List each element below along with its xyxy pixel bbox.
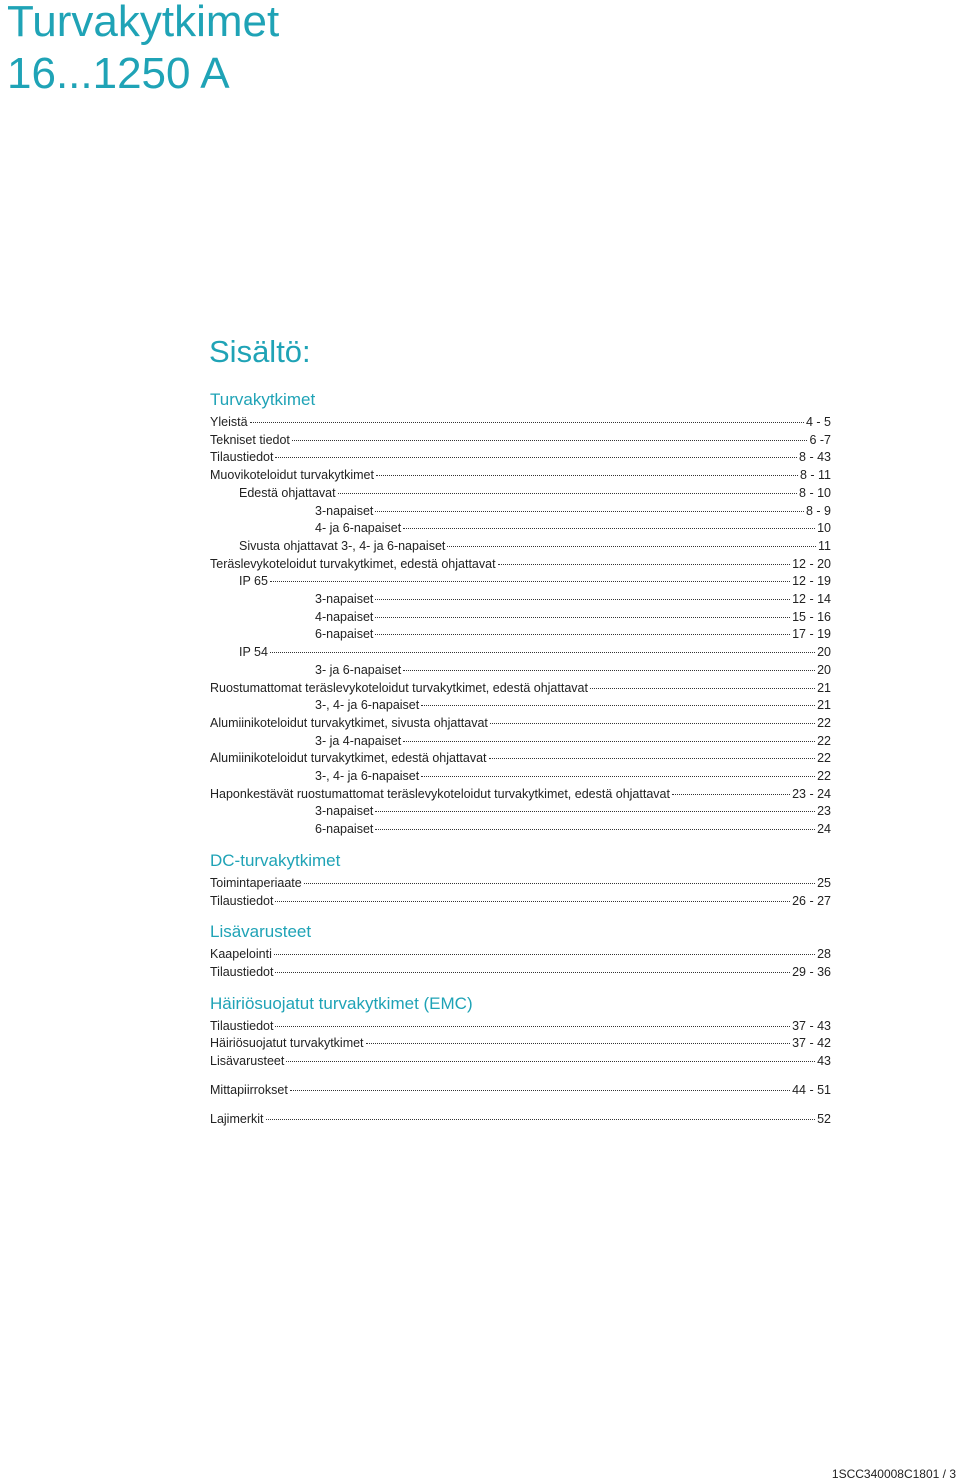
toc-entry-page: 21 (817, 680, 831, 695)
toc-entry-label: 3-napaiset (315, 503, 374, 518)
dot-leader (270, 652, 815, 653)
toc-entry-label: Toimintaperiaate (210, 875, 302, 890)
toc-entry-page: 15 - 16 (792, 609, 831, 624)
toc-entry-label: Haponkestävät ruostumattomat teräslevykoteloidut turvakytkimet, edestä ohjattavat (210, 786, 670, 801)
toc-entry[interactable] (210, 1111, 831, 1129)
toc-entry[interactable] (210, 893, 831, 911)
toc-entry-page: 52 (817, 1111, 831, 1126)
toc-entry-page: 17 - 19 (792, 627, 831, 642)
toc-entry[interactable] (210, 1053, 831, 1071)
toc-entry[interactable] (210, 520, 831, 538)
toc-section-title: Turvakytkimet (210, 390, 316, 409)
toc-entry-page: 22 (817, 733, 831, 748)
dot-leader (447, 546, 816, 547)
toc-entry-page: 8 - 10 (799, 485, 831, 500)
toc-entry-page: 8 - 9 (805, 503, 831, 518)
toc-entry[interactable] (210, 803, 831, 821)
dot-leader (590, 688, 815, 689)
toc-entry[interactable] (210, 946, 831, 964)
dot-leader (403, 741, 815, 742)
dot-leader (275, 901, 790, 902)
dot-leader (672, 794, 790, 795)
toc-entry-label: Kaapelointi (210, 947, 272, 962)
toc-entry-page: 25 (817, 875, 831, 890)
toc-entry-page: 23 (817, 804, 831, 819)
toc-entry-label: Sivusta ohjattavat 3-, 4- ja 6-napaiset (239, 538, 446, 553)
toc-entry[interactable] (210, 503, 831, 521)
dot-leader (366, 1043, 791, 1044)
toc-entry-label: Häiriösuojatut turvakytkimet (210, 1036, 364, 1051)
toc-entry-page: 8 - 11 (799, 468, 831, 483)
toc-entry-page: 22 (817, 769, 831, 784)
toc-entry-label: 4- ja 6-napaiset (315, 521, 402, 536)
toc-entry-page: 10 (817, 521, 831, 536)
toc-entry-page: 12 - 20 (792, 556, 831, 571)
dot-leader (270, 581, 790, 582)
dot-leader (375, 634, 790, 635)
toc-entry[interactable] (210, 697, 831, 715)
toc-entry[interactable] (210, 573, 831, 591)
table-of-contents (210, 389, 831, 1128)
toc-entry[interactable] (210, 626, 831, 644)
dot-leader (421, 705, 815, 706)
toc-entry[interactable] (210, 485, 831, 503)
dot-leader (250, 422, 804, 423)
dot-leader (489, 758, 816, 759)
dot-leader (376, 475, 798, 476)
toc-entry-label: 3- ja 4-napaiset (315, 733, 402, 748)
toc-entry[interactable] (210, 449, 831, 467)
dot-leader (338, 493, 797, 494)
toc-entry[interactable] (210, 662, 831, 680)
toc-entry-page: 12 - 14 (792, 592, 831, 607)
toc-entry-page: 43 (817, 1054, 831, 1069)
toc-entry[interactable] (210, 750, 831, 768)
toc-entry-page: 20 (817, 662, 831, 677)
toc-entry[interactable] (210, 432, 831, 450)
toc-entry-page: 26 - 27 (792, 893, 831, 908)
toc-entry[interactable] (210, 786, 831, 804)
toc-entry-page: 28 (817, 947, 831, 962)
toc-entry-label: Tilaustiedot (210, 893, 274, 908)
toc-entry-page: 37 - 42 (792, 1036, 831, 1051)
title-line-2: 16...1250 A (7, 49, 230, 98)
toc-entry-page: 20 (817, 645, 831, 660)
toc-entry-page: 37 - 43 (792, 1018, 831, 1033)
toc-entry-label: Tilaustiedot (210, 964, 274, 979)
toc-entry[interactable] (210, 609, 831, 627)
toc-entry-page: 22 (817, 751, 831, 766)
title-line-1: Turvakytkimet (7, 0, 280, 46)
dot-leader (266, 1119, 816, 1120)
toc-entry-label: Mittapiirrokset (210, 1082, 288, 1097)
toc-section-title: Lisävarusteet (210, 922, 312, 942)
toc-entry-label: Ruostumattomat teräslevykoteloidut turvakytkimet, edestä ohjattavat (210, 680, 588, 695)
toc-entry[interactable] (210, 821, 831, 839)
dot-leader (286, 1061, 815, 1062)
dot-leader (275, 972, 790, 973)
toc-entry[interactable] (210, 1035, 831, 1053)
dot-leader (498, 564, 791, 565)
dot-leader (292, 440, 808, 441)
dot-leader (375, 617, 790, 618)
toc-section-title: DC-turvakytkimet (210, 850, 341, 870)
toc-entry-label: Tilaustiedot (210, 1018, 274, 1033)
toc-entry-label: Alumiinikoteloidut turvakytkimet, sivusta ohjattavat (210, 715, 488, 730)
dot-leader (421, 776, 815, 777)
dot-leader (275, 457, 797, 458)
toc-entry[interactable] (210, 964, 831, 982)
toc-entry-page: 8 - 43 (799, 450, 831, 465)
dot-leader (275, 1026, 790, 1027)
dot-leader (375, 829, 815, 830)
toc-entry-page: 11 (818, 538, 831, 553)
dot-leader (403, 670, 815, 671)
toc-entry[interactable] (210, 768, 831, 786)
toc-entry[interactable] (210, 875, 831, 893)
toc-entry[interactable] (210, 715, 831, 733)
toc-entry-page: 22 (817, 715, 831, 730)
toc-entry-page: 12 - 19 (792, 574, 831, 589)
toc-entry[interactable] (210, 680, 831, 698)
toc-entry[interactable] (210, 467, 831, 485)
toc-entry-page: 21 (817, 698, 831, 713)
toc-entry-label: 3-, 4- ja 6-napaiset (315, 769, 420, 784)
toc-entry[interactable] (210, 414, 831, 432)
toc-entry-page: 4 - 5 (805, 415, 831, 429)
dot-leader (304, 883, 815, 884)
toc-entry-label: Teräslevykoteloidut turvakytkimet, edestä ohjattavat (210, 556, 496, 571)
toc-entry[interactable] (210, 591, 831, 609)
document-title (7, 0, 279, 100)
toc-entry[interactable] (210, 1082, 831, 1100)
toc-entry-label: 3- ja 6-napaiset (315, 662, 402, 677)
dot-leader (375, 511, 804, 512)
toc-entry-label: IP 54 (239, 645, 268, 660)
toc-entry-label: 3-napaiset (315, 592, 374, 607)
toc-entry-label: Edestä ohjattavat (239, 485, 336, 500)
toc-entry-label: 3-napaiset (315, 804, 374, 819)
dot-leader (403, 528, 815, 529)
toc-entry-page: 23 - 24 (792, 786, 831, 801)
toc-entry[interactable] (210, 538, 831, 556)
document-code: 1SCC340008C1801 / 3 (831, 1467, 956, 1481)
toc-entry-label: 6-napaiset (315, 627, 374, 642)
dot-leader (375, 811, 815, 812)
toc-entry-page: 29 - 36 (792, 964, 831, 979)
toc-section-title: Häiriösuojatut turvakytkimet (EMC) (210, 993, 473, 1013)
toc-entry-page: 24 (817, 822, 831, 837)
dot-leader (375, 599, 790, 600)
toc-entry[interactable] (210, 556, 831, 574)
toc-entry-label: 6-napaiset (315, 822, 374, 837)
toc-entry-label: Alumiinikoteloidut turvakytkimet, edestä ohjattavat (210, 751, 487, 766)
dot-leader (274, 954, 815, 955)
dot-leader (290, 1090, 790, 1091)
toc-entry[interactable] (210, 1018, 831, 1036)
toc-entry-label: IP 65 (239, 574, 268, 589)
toc-entry-label: Lisävarusteet (210, 1054, 285, 1069)
toc-entry-label: Yleistä (210, 415, 248, 429)
toc-entry[interactable] (210, 733, 831, 751)
toc-entry-label: Muovikoteloidut turvakytkimet (210, 468, 374, 483)
toc-entry[interactable] (210, 644, 831, 662)
toc-entry-page: 6 -7 (809, 432, 831, 447)
toc-entry-label: 4-napaiset (315, 609, 374, 624)
toc-entry-page: 44 - 51 (792, 1082, 831, 1097)
toc-entry-label: 3-, 4- ja 6-napaiset (315, 698, 420, 713)
toc-entry-label: Tilaustiedot (210, 450, 274, 465)
contents-heading: Sisältö: (209, 334, 311, 369)
toc-entry-label: Tekniset tiedot (210, 432, 290, 447)
toc-entry-label: Lajimerkit (210, 1111, 264, 1126)
dot-leader (490, 723, 815, 724)
